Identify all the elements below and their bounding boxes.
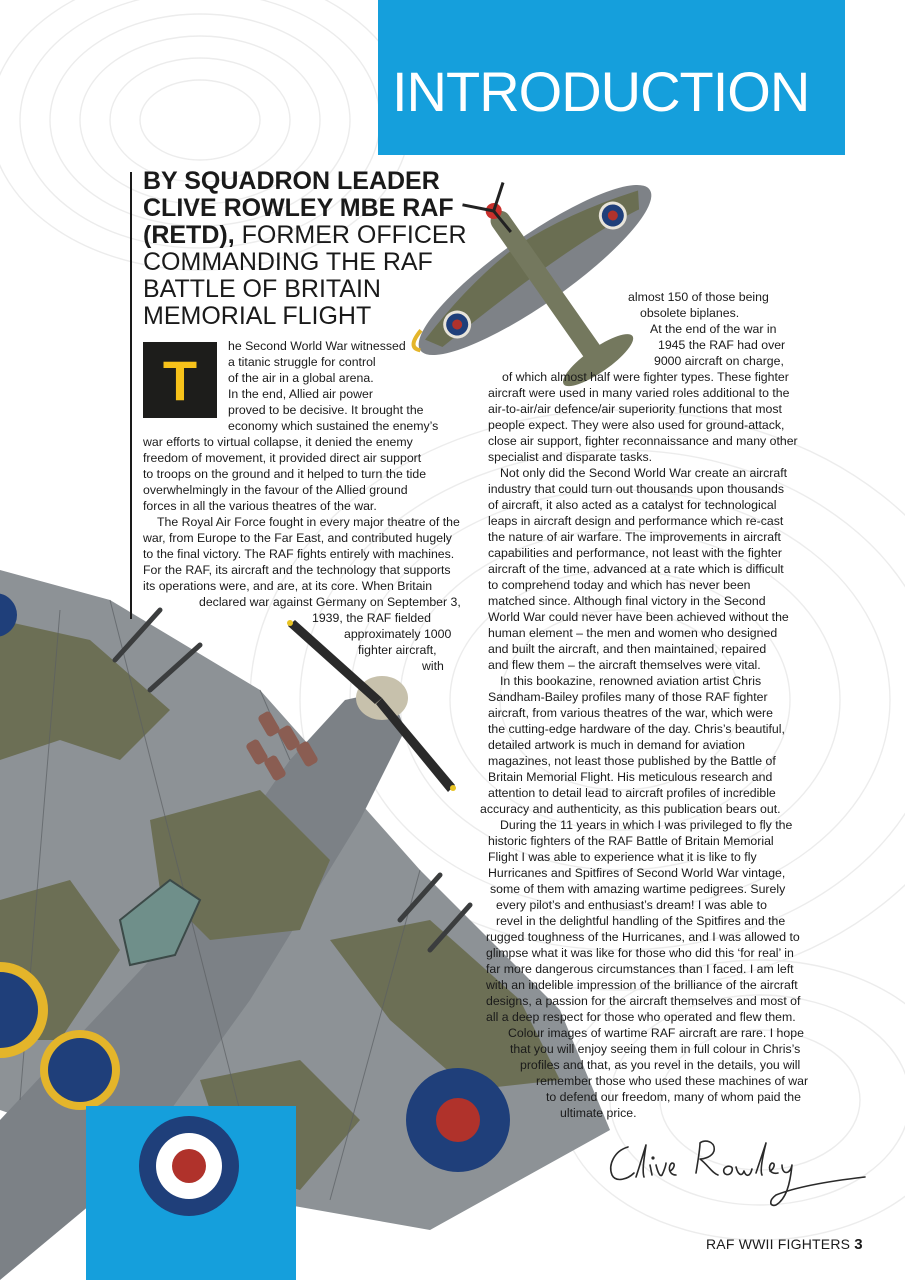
text-line: Colour images of wartime RAF aircraft are rare. I hope xyxy=(508,1026,804,1040)
text-line: close air support, fighter reconnaissance and many other xyxy=(488,434,798,448)
text-line: a titanic struggle for control xyxy=(228,355,376,369)
text-line: and built the aircraft, and then maintained, repaired xyxy=(488,642,767,656)
text-line: The Royal Air Force fought in every major theatre of the xyxy=(157,515,460,529)
text-line: air-to-air/air defence/air superiority functions that most xyxy=(488,402,782,416)
page-title: INTRODUCTION xyxy=(392,60,810,123)
text-line: 1945 the RAF had over xyxy=(658,338,786,352)
text-line: declared war against Germany on September 3, xyxy=(199,595,461,609)
text-line: its operations were, and are, at its core. When Britain xyxy=(143,579,433,593)
text-line: freedom of movement, it provided direct air support xyxy=(143,451,422,465)
text-line: capabilities and performance, not least with the fighter xyxy=(488,546,782,560)
text-line: the cutting-edge hardware of the day. Chris’s beautiful, xyxy=(488,722,785,736)
text-line: with xyxy=(422,659,444,673)
text-line: economy which sustained the enemy’s xyxy=(228,419,439,433)
byline-rule xyxy=(130,172,132,619)
text-line: aircraft of the time, advanced at a rate which is difficult xyxy=(488,562,784,576)
text-line: to the final victory. The RAF fights entirely with machines. xyxy=(143,547,455,561)
text-line: fighter aircraft, xyxy=(358,643,437,657)
text-line: At the end of the war in xyxy=(650,322,777,336)
text-line: he Second World War witnessed xyxy=(228,339,406,353)
text-line: ultimate price. xyxy=(560,1106,637,1120)
text-line: designs, a passion for the aircraft themselves and most of xyxy=(486,994,801,1008)
text-line: historic fighters of the RAF Battle of Britain Memorial xyxy=(488,834,774,848)
text-line: For the RAF, its aircraft and the technology that supports xyxy=(143,563,451,577)
text-line: to comprehend today and which has never been xyxy=(488,578,751,592)
text-line: leaps in aircraft design and performance which re-cast xyxy=(488,514,784,528)
text-line: to defend our freedom, many of whom paid the xyxy=(546,1090,801,1104)
text-line: war efforts to virtual collapse, it denied the enemy xyxy=(143,435,413,449)
text-line: industry that could turn out thousands upon thousands xyxy=(488,482,785,496)
text-line: 9000 aircraft on charge, xyxy=(654,354,784,368)
text-line: people expect. They were also used for ground-attack, xyxy=(488,418,785,432)
text-line: specialist and disparate tasks. xyxy=(488,450,653,464)
text-line: some of them with amazing wartime pedigrees. Surely xyxy=(490,882,786,896)
text-line: Sandham-Bailey profiles many of those RAF fighter xyxy=(488,690,768,704)
text-line: the nature of air warfare. The improvements in aircraft xyxy=(488,530,781,544)
text-line: of aircraft, it also acted as a catalyst for technological xyxy=(488,498,777,512)
text-line: World War could never have been achieved without the xyxy=(488,610,789,624)
text-line: war, from Europe to the Far East, and contributed hugely xyxy=(143,531,452,545)
text-line: overwhelmingly in the favour of the Allied ground xyxy=(143,483,408,497)
roundel-tab xyxy=(86,1106,296,1280)
byline xyxy=(143,168,473,330)
text-line: attention to detail lead to aircraft profiles of incredible xyxy=(488,786,776,800)
text-line: that you will enjoy seeing them in full colour in Chris’s xyxy=(510,1042,801,1056)
text-line: In the end, Allied air power xyxy=(228,387,373,401)
text-line: rugged toughness of the Hurricanes, and I was allowed to xyxy=(486,930,800,944)
text-line: matched since. Although final victory in the Second xyxy=(488,594,766,608)
text-line: Flight I was able to experience what it is like to fly xyxy=(488,850,757,864)
text-line: In this bookazine, renowned aviation artist Chris xyxy=(500,674,762,688)
text-line: glimpse what it was like for those who did this ‘for real’ in xyxy=(486,946,794,960)
text-line: magazines, not least those published by the Battle of xyxy=(488,754,776,768)
text-line: remember those who used these machines of war xyxy=(536,1074,809,1088)
page-footer xyxy=(706,1236,863,1253)
text-line: of which almost half were fighter types. These fighter xyxy=(502,370,789,384)
text-line: aircraft were used in many varied roles additional to the xyxy=(488,386,790,400)
text-line: obsolete biplanes. xyxy=(640,306,740,320)
text-line: and flew them – the aircraft themselves were vital. xyxy=(488,658,761,672)
text-line: detailed artwork is much in demand for aviation xyxy=(488,738,745,752)
byline-author: BY SQUADRON LEADER CLIVE ROWLEY MBE RAF (RETD), xyxy=(143,167,454,249)
text-line: profiles and that, as you revel in the details, you will xyxy=(520,1058,801,1072)
drop-cap: T xyxy=(143,342,217,418)
text-line: During the 11 years in which I was privileged to fly the xyxy=(500,818,793,832)
text-line: Not only did the Second World War create an aircraft xyxy=(500,466,788,480)
text-line: far more dangerous circumstances than I faced. I am left xyxy=(486,962,794,976)
page-number: 3 xyxy=(854,1236,863,1253)
text-line: of the air in a global arena. xyxy=(228,371,374,385)
text-line: to troops on the ground and it helped to turn the tide xyxy=(143,467,427,481)
text-line: Britain Memorial Flight. His meticulous research and xyxy=(488,770,773,784)
text-line: approximately 1000 xyxy=(344,627,452,641)
text-line: human element – the men and women who designed xyxy=(488,626,778,640)
text-line: revel in the delightful handling of the Spitfires and the xyxy=(496,914,786,928)
text-line: almost 150 of those being xyxy=(628,290,769,304)
text-line: forces in all the various theatres of the war. xyxy=(143,499,377,513)
text-line: 1939, the RAF fielded xyxy=(312,611,431,625)
text-line: accuracy and authenticity, as this publication bears out. xyxy=(480,802,781,816)
text-line: every pilot’s and enthusiast’s dream! I was able to xyxy=(496,898,767,912)
text-line: proved to be decisive. It brought the xyxy=(228,403,424,417)
raf-roundel-icon xyxy=(86,1106,296,1280)
byline-role: FORMER OFFICER COMMANDING THE RAF BATTLE OF BRITAIN MEMORIAL FLIGHT xyxy=(143,221,467,330)
text-line: all a deep respect for those who operated and flew them. xyxy=(486,1010,796,1024)
footer-publication: RAF WWII FIGHTERS xyxy=(706,1236,851,1252)
signature xyxy=(600,1125,870,1215)
text-line: aircraft, from various theatres of the war, which were xyxy=(488,706,773,720)
text-line: Hurricanes and Spitfires of Second World War vintage, xyxy=(488,866,786,880)
text-line: with an indelible impression of the brilliance of the aircraft xyxy=(486,978,798,992)
